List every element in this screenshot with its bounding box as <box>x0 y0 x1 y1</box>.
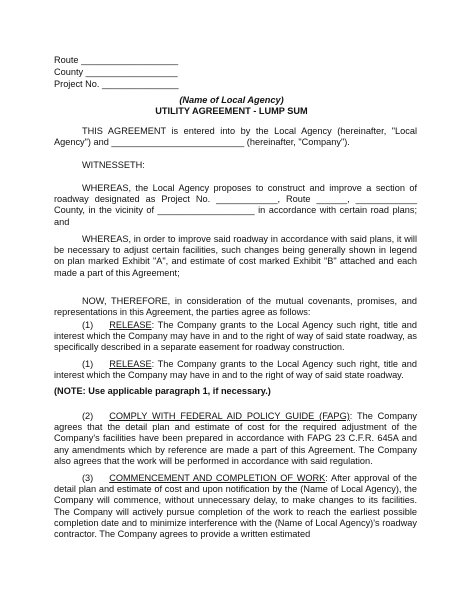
fapg-paragraph <box>54 411 417 467</box>
commencement-text: : After approval of the detail plan and estimate of cost and upon notification by the (Name of Local Agency), the Company will commence, without unnecessary delay, to make changes to its facilities. The Company will actively pursue completion of the work to reach the earliest possible completion date and to minimize interference with the (Name of Local Agency)'s roadway contractor. The Company agrees to provide a written estimated <box>54 473 417 540</box>
route-line: Route ___________________ <box>54 55 179 65</box>
whereas-paragraph-1: WHEREAS, the Local Agency proposes to construct and improve a section of roadway designated as Project No. ____________, Route ______, ____________ County, in the vicinity of ___________________ in accordance with certain road plans; and <box>54 183 417 227</box>
note-line: (NOTE: Use applicable paragraph 1, if necessary.) <box>54 386 271 396</box>
release-1-label: RELEASE <box>109 320 152 330</box>
commencement-paragraph <box>54 473 417 540</box>
release-paragraph-2 <box>54 359 417 381</box>
document-title <box>0 95 463 117</box>
witnesseth-paragraph: WITNESSETH: <box>82 160 145 170</box>
agency-name: (Name of Local Agency) <box>179 95 284 105</box>
agreement-heading: UTILITY AGREEMENT - LUMP SUM <box>155 106 308 116</box>
fapg-text: : The Company agrees that the detail plan and estimate of cost for the required adjustment of the Company's facilities have been prepared in accordance with FAPG 23 C.F.R. 645A and any amendments which by reference are made a part of this Agreement. The Company also agrees that the work will be performed in accordance with said regulation. <box>54 411 417 466</box>
release-2-label: RELEASE <box>109 359 152 369</box>
agreement-paragraph: THIS AGREEMENT is entered into by the Local Agency (hereinafter, "Local Agency") and __________________________ (hereinafter, "Company"). <box>54 126 417 148</box>
county-line: County __________________ <box>54 67 178 77</box>
fapg-number: (2) <box>82 411 94 421</box>
whereas-paragraph-2: WHEREAS, in order to improve said roadway in accordance with said plans, it will be necessary to adjust certain facilities, such changes being generally shown in legend on plan marked Exhibit "A", and estimate of cost marked Exhibit "B" attached and each made a part of this Agreement; <box>54 234 417 278</box>
release-2-number: (1) <box>82 359 94 369</box>
release-paragraph-1 <box>54 320 417 354</box>
now-therefore-paragraph: NOW, THEREFORE, in consideration of the mutual covenants, promises, and representations in this Agreement, the parties agree as follows: <box>54 296 417 318</box>
project-header <box>54 54 179 90</box>
project-number-line: Project No. _______________ <box>54 79 179 89</box>
release-1-text: : The Company grants to the Local Agency such right, title and interest which the Company may have in and to the right of way of said state roadway, as specifically described in a separate easement for roadway construction. <box>54 320 417 353</box>
release-1-number: (1) <box>82 320 94 330</box>
commencement-label: COMMENCEMENT AND COMPLETION OF WORK <box>109 473 326 483</box>
commencement-number: (3) <box>82 473 94 483</box>
fapg-label: COMPLY WITH FEDERAL AID POLICY GUIDE (FAPG) <box>109 411 350 421</box>
release-2-text: : The Company grants to the Local Agency such right, title and interest which the Company may have in and to the right of way of said state roadway. <box>54 359 417 381</box>
